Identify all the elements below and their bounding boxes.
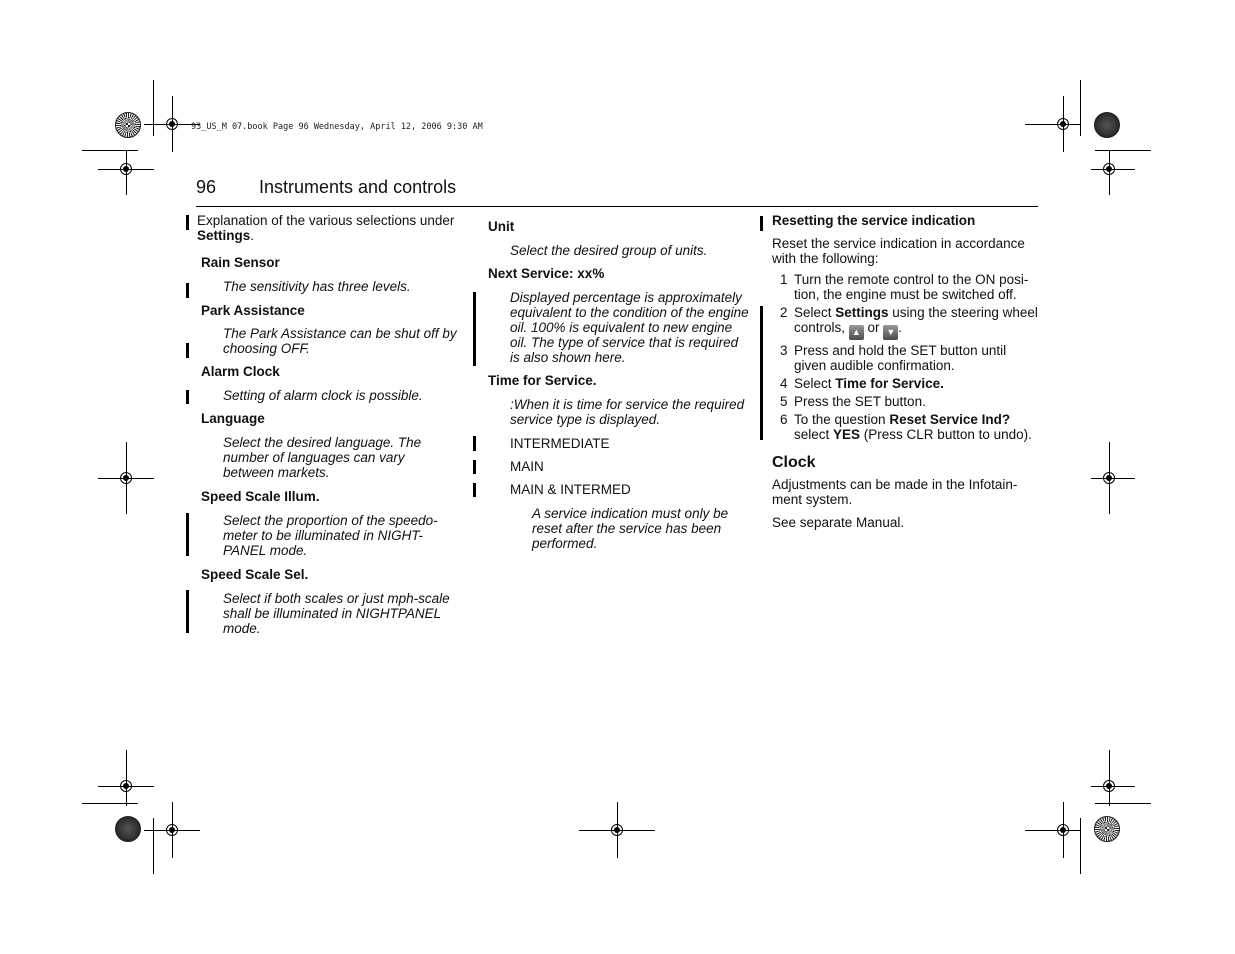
change-bar	[760, 306, 763, 440]
change-bar	[760, 216, 763, 231]
change-bar	[473, 460, 476, 474]
heading-rain-sensor: Rain Sensor	[201, 255, 280, 270]
crop-mark	[1095, 150, 1151, 151]
list-item: 3 Press and hold the SET button until given audible confirmation.	[780, 343, 1007, 373]
heading-next-service: Next Service: xx%	[488, 266, 605, 281]
crop-mark	[153, 80, 154, 136]
list-item: 4 Select Time for Service.	[780, 376, 944, 391]
change-bar	[186, 590, 189, 633]
text-language: Select the desired language. The number of languages can vary between markets.	[223, 435, 422, 480]
page-number: 96	[196, 177, 217, 197]
crop-target-icon	[1101, 778, 1117, 794]
color-rosette-icon	[115, 816, 141, 842]
crop-target-icon	[164, 822, 180, 838]
column-settings	[197, 213, 469, 636]
crop-target-icon	[1055, 116, 1071, 132]
intro-text: Explanation of the various selections under Settings.	[197, 213, 455, 243]
crop-target-icon	[118, 161, 134, 177]
option-main: MAIN	[510, 459, 544, 474]
heading-unit: Unit	[488, 219, 515, 234]
text-park-assistance: The Park Assistance can be shut off by choosing OFF.	[223, 326, 457, 356]
crop-target-icon	[118, 470, 134, 486]
heading-clock: Clock	[772, 454, 816, 471]
crop-mark	[1095, 803, 1151, 804]
heading-language: Language	[201, 411, 265, 426]
change-bar	[473, 483, 476, 497]
header-rule	[196, 206, 1038, 207]
change-bar	[473, 436, 476, 451]
crop-mark	[1080, 80, 1081, 136]
color-rosette-icon	[1094, 816, 1120, 842]
text-rain-sensor: The sensitivity has three levels.	[223, 279, 411, 294]
heading-speed-scale-sel: Speed Scale Sel.	[201, 567, 309, 582]
change-bar	[473, 292, 476, 366]
text-see-manual: See separate Manual.	[772, 515, 905, 530]
heading-speed-scale-illum: Speed Scale Illum.	[201, 489, 320, 504]
section-title: Instruments and controls	[259, 177, 457, 197]
option-intermediate: INTERMEDIATE	[510, 436, 610, 451]
heading-time-for-service: Time for Service.	[488, 373, 597, 388]
heading-park-assistance: Park Assistance	[201, 303, 305, 318]
text-speed-scale-illum: Select the proportion of the speedo-meter to be illuminated in NIGHT-PANEL mode.	[223, 513, 438, 558]
crop-target-icon	[1055, 822, 1071, 838]
color-rosette-icon	[1094, 112, 1120, 138]
option-main-intermed: MAIN & INTERMED	[510, 482, 631, 497]
heading-alarm-clock: Alarm Clock	[201, 364, 280, 379]
change-bar	[186, 513, 189, 556]
text-time-for-service: :When it is time for service the required service type is displayed.	[510, 397, 745, 427]
reset-steps	[772, 272, 1040, 442]
crop-target-icon	[118, 778, 134, 794]
change-bar	[186, 283, 189, 298]
list-item: 5 Press the SET button.	[780, 394, 926, 409]
change-bar	[186, 343, 189, 358]
service-note: A service indication must only be reset after the service has been performed.	[532, 506, 729, 551]
list-item: 1 Turn the remote control to the ON posi-tion, the engine must be switched off.	[780, 272, 1029, 302]
list-item: 6 To the question Reset Service Ind? select YES (Press CLR button to undo).	[780, 412, 1032, 442]
crop-mark	[82, 803, 138, 804]
list-item: 2 Select Settings using the steering wheel controls, ▲ or ▼ .	[772, 305, 1040, 340]
crop-mark	[82, 150, 138, 151]
heading-resetting: Resetting the service indication	[772, 213, 976, 228]
text-next-service: Displayed percentage is approximately equivalent to the condition of the engine oil. 100% is equivalent to new engine oil. The type of service that is required is also shown here.	[510, 290, 749, 365]
text-clock: Adjustments can be made in the Infotain-ment system.	[772, 477, 1018, 507]
crop-mark	[1080, 818, 1081, 874]
text-alarm-clock: Setting of alarm clock is possible.	[223, 388, 423, 403]
crop-target-icon	[164, 116, 180, 132]
file-info: 93_US_M 07.book Page 96 Wednesday, April 12, 2006 9:30 AM	[191, 122, 483, 132]
change-bar	[186, 215, 189, 230]
crop-mark	[153, 818, 154, 874]
down-arrow-control-icon: ▼	[883, 325, 898, 340]
column-service	[488, 219, 750, 551]
column-reset	[772, 213, 1040, 530]
crop-target-icon	[1101, 470, 1117, 486]
text-resetting: Reset the service indication in accordance with the following:	[772, 236, 1025, 266]
change-bar	[186, 390, 189, 404]
text-unit: Select the desired group of units.	[510, 243, 708, 258]
up-arrow-control-icon: ▲	[849, 325, 864, 340]
crop-target-icon	[609, 822, 625, 838]
text-speed-scale-sel: Select if both scales or just mph-scale shall be illuminated in NIGHTPANEL mode.	[223, 591, 450, 636]
color-rosette-icon	[115, 112, 141, 138]
crop-target-icon	[1101, 161, 1117, 177]
